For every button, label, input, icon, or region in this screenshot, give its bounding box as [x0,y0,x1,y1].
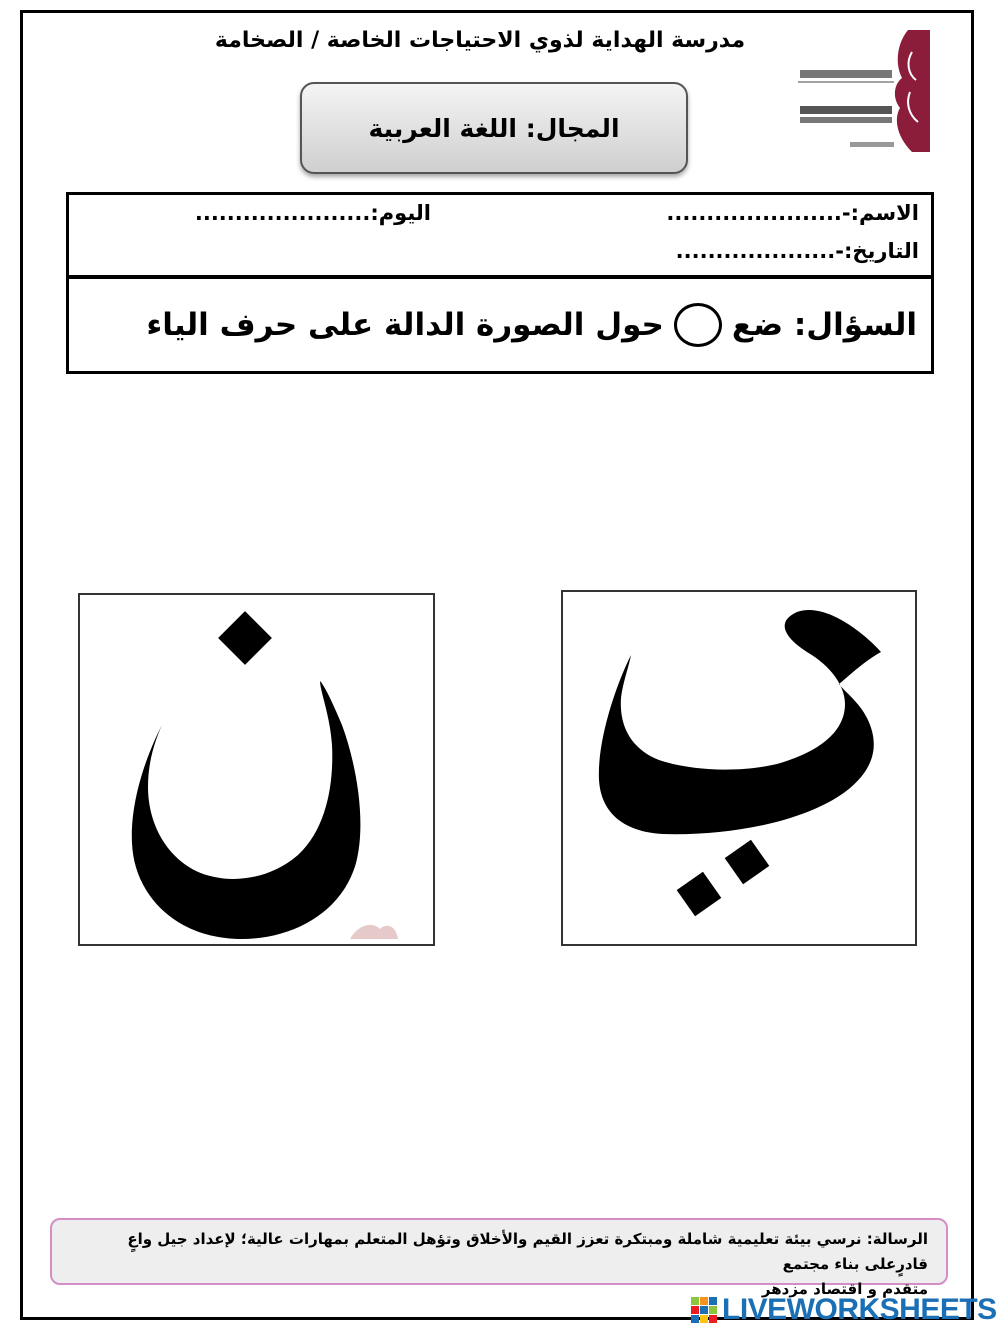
message-line2: متقدم و اقتصاد مزدهر [761,1280,928,1298]
liveworksheets-logo-icon [690,1296,718,1324]
question-part2: حول الصورة الدالة على حرف الياء [146,307,664,343]
name-label: الاسم:- [841,201,919,225]
message-line1: الرسالة: نرسي بيئة تعليمية شاملة ومبتكرة تعزز القيم والأخلاق وتؤهل المتعلم بمهارات عالية؛ لإعداد جيل واعٍ قادرٍعلى بناء مجتمع [127,1230,928,1273]
date-row [676,239,919,263]
message-box [50,1218,948,1298]
question-box [66,276,934,374]
day-row [195,201,431,225]
liveworksheets-watermark [690,1290,997,1330]
day-field[interactable]: ...................... [194,201,371,225]
name-field[interactable]: ...................... [666,201,842,225]
letter-card-yaa[interactable] [561,590,917,946]
domain-label: المجال: اللغة العربية [300,82,688,174]
ministry-logo [790,22,940,162]
school-title: مدرسة الهداية لذوي الاحتياجات الخاصة / الصخامة [214,28,746,53]
letter-card-noon[interactable] [78,593,435,946]
letter-yaa-glyph [563,592,915,944]
letter-noon-glyph [80,595,433,944]
qatar-emblem-icon [790,22,940,162]
liveworksheets-text: LIVEWORKSHEETS [722,1293,997,1326]
date-label: التاريخ:- [835,239,919,263]
day-label: اليوم: [370,201,431,225]
date-field[interactable]: .................... [675,239,836,263]
name-row [666,201,919,225]
student-info-box [66,192,934,278]
circle-icon [674,303,722,347]
question-part1: السؤال: ضع [731,307,917,343]
question-text [146,303,917,347]
